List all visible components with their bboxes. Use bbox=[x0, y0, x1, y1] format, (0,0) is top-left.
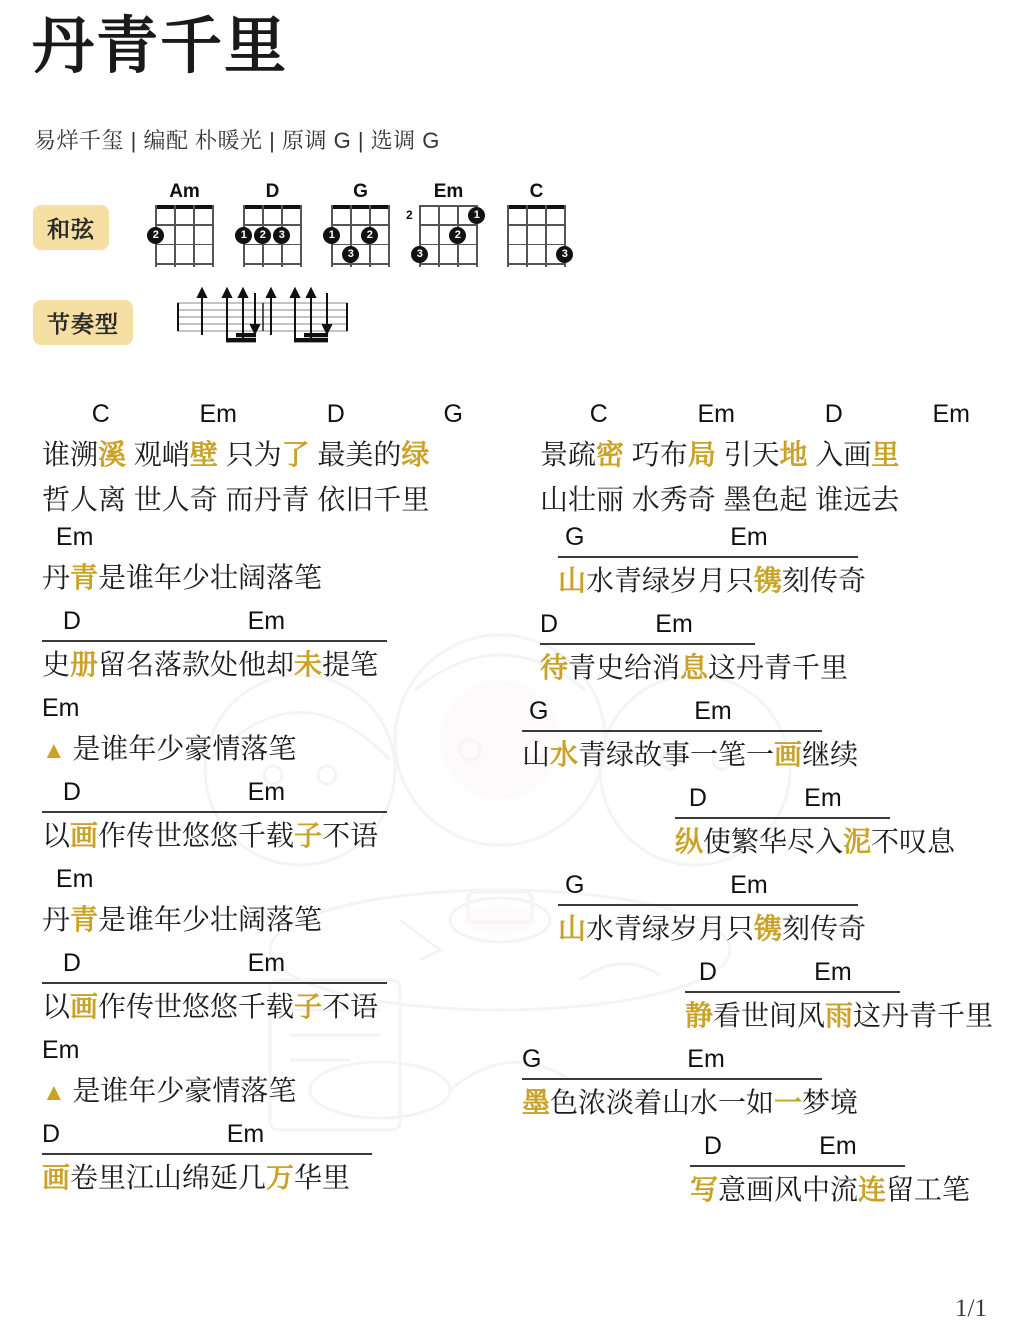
lyric-highlight: 密 bbox=[596, 439, 625, 470]
chord-underline bbox=[42, 982, 387, 984]
lyric-text: 观峭 bbox=[126, 439, 190, 470]
verse-block bbox=[42, 1036, 512, 1114]
lyric-text: 不语 bbox=[322, 820, 379, 851]
lyric-text: 以 bbox=[42, 820, 71, 851]
chord-underline bbox=[675, 817, 890, 819]
chord-finger-dot: 1 bbox=[323, 227, 340, 244]
lyric-line bbox=[690, 1168, 1010, 1213]
chord-diagram-em bbox=[406, 181, 480, 267]
repeat-marker-icon: ▲ bbox=[42, 737, 73, 764]
chord-nut bbox=[155, 205, 214, 209]
lyric-line bbox=[42, 478, 512, 523]
chord-string-line bbox=[174, 205, 176, 267]
lyric-highlight: 画 bbox=[774, 739, 803, 770]
chord-line: D Em bbox=[42, 607, 286, 635]
chord-base-fret-label: 2 bbox=[406, 208, 413, 222]
chord-line: G Em bbox=[522, 1045, 725, 1073]
chord-string-line bbox=[526, 205, 528, 267]
lyric-line bbox=[540, 433, 1010, 478]
lyric-line bbox=[558, 559, 1010, 604]
chord-line: D Em bbox=[690, 1132, 857, 1160]
chord-diagram-row bbox=[152, 181, 568, 267]
lyric-highlight: 待 bbox=[540, 652, 569, 683]
chord-line: Em bbox=[42, 1036, 80, 1064]
lyric-highlight: 雨 bbox=[825, 1000, 854, 1031]
lyric-line bbox=[42, 643, 512, 688]
chord-fret-line bbox=[331, 244, 390, 246]
chord-diagram-label: D bbox=[265, 181, 280, 202]
chord-fretboard-grid bbox=[328, 205, 390, 267]
lyric-line bbox=[522, 733, 1010, 778]
lyric-text: 卷里江山绵延几 bbox=[70, 1162, 267, 1193]
chord-finger-dot: 2 bbox=[254, 227, 271, 244]
chord-nut bbox=[243, 205, 302, 209]
chord-fret-line bbox=[155, 224, 214, 226]
chord-fret-line bbox=[419, 244, 478, 246]
lyric-highlight: 画 bbox=[70, 991, 99, 1022]
lyric-text: 丹 bbox=[42, 904, 71, 935]
lyric-highlight: 山 bbox=[558, 565, 587, 596]
lyric-highlight: 墨 bbox=[522, 1087, 551, 1118]
chord-underline bbox=[690, 1165, 905, 1167]
verse-block bbox=[42, 1120, 512, 1201]
lyric-text: 是谁年少壮阔落笔 bbox=[98, 562, 323, 593]
song-credits: 易烊千玺 | 编配 朴暖光 | 原调 G | 选调 G bbox=[34, 128, 440, 153]
chord-fret-line bbox=[243, 224, 302, 226]
lyric-line bbox=[42, 985, 512, 1030]
chord-string-line bbox=[193, 205, 195, 267]
lyric-text: 只为 bbox=[217, 439, 282, 470]
chord-fret-line bbox=[507, 263, 566, 265]
lyrics-column-right bbox=[522, 400, 1010, 1219]
chord-line: D Em bbox=[685, 958, 852, 986]
chord-label: Em bbox=[932, 400, 970, 428]
chord-underline bbox=[558, 904, 858, 906]
lyric-text: 这丹青千里 bbox=[708, 652, 849, 683]
lyric-highlight: 子 bbox=[294, 820, 323, 851]
chord-line: Em bbox=[42, 523, 94, 551]
verse-block bbox=[522, 1045, 1010, 1126]
lyric-highlight: 青 bbox=[70, 904, 99, 935]
chord-underline bbox=[558, 556, 858, 558]
chord-line: G Em bbox=[558, 871, 768, 899]
verse-block bbox=[540, 610, 1010, 691]
chord-fret-line bbox=[419, 263, 478, 265]
lyric-text: 留名落款处他却 bbox=[98, 649, 295, 680]
chord-string-line bbox=[300, 205, 302, 267]
chord-diagram-label: Em bbox=[433, 181, 464, 202]
chord-line: D Em bbox=[42, 1120, 265, 1148]
chord-line: D Em bbox=[42, 778, 286, 806]
chord-finger-dot: 3 bbox=[342, 246, 359, 263]
lyric-text: 看世间风 bbox=[713, 1000, 826, 1031]
chord-line: D Em bbox=[42, 949, 286, 977]
chord-line: D Em bbox=[675, 784, 842, 812]
lyric-line bbox=[42, 1156, 512, 1201]
chord-fret-line bbox=[243, 263, 302, 265]
chord-finger-dot: 3 bbox=[411, 246, 428, 263]
lyric-line bbox=[558, 907, 1010, 952]
verse-block bbox=[675, 784, 1010, 865]
lyric-text: 是谁年少壮阔落笔 bbox=[98, 904, 323, 935]
chord-nut bbox=[419, 205, 478, 207]
lyric-text: 是谁年少豪情落笔 bbox=[72, 1075, 297, 1106]
lyric-line bbox=[42, 814, 512, 859]
chord-label: Em bbox=[199, 400, 237, 428]
chord-finger-dot: 2 bbox=[449, 227, 466, 244]
lyric-highlight: 画 bbox=[70, 820, 99, 851]
lyric-text: 青绿故事一笔一 bbox=[578, 739, 775, 770]
chord-line: G Em bbox=[558, 523, 768, 551]
lyric-text: 水青绿岁月只 bbox=[586, 913, 755, 944]
chord-label: G bbox=[443, 400, 463, 428]
lyric-text: 以 bbox=[42, 991, 71, 1022]
lyric-text: 使繁华尽入 bbox=[703, 826, 844, 857]
chord-label: D bbox=[326, 400, 345, 428]
verse-block bbox=[522, 697, 1010, 778]
page-title: 丹青千里 bbox=[32, 12, 289, 81]
chord-line: D Em bbox=[540, 610, 693, 638]
chord-diagram-c bbox=[507, 182, 566, 267]
lyric-text: 不叹息 bbox=[871, 826, 956, 857]
chord-underline bbox=[42, 1153, 372, 1155]
chord-label: C bbox=[589, 400, 608, 428]
chord-underline bbox=[522, 730, 822, 732]
chord-fretboard-grid bbox=[507, 205, 566, 267]
chord-fret-line bbox=[331, 263, 390, 265]
lyric-highlight: 溪 bbox=[98, 439, 127, 470]
page-number: 1/1 bbox=[955, 1295, 987, 1322]
verse-block bbox=[42, 694, 512, 772]
verse-block bbox=[558, 871, 1010, 952]
chord-diagram-g bbox=[328, 181, 390, 267]
chord-string-line bbox=[212, 205, 214, 267]
lyric-text: 作传世悠悠千载 bbox=[98, 991, 295, 1022]
lyric-highlight: 青 bbox=[70, 562, 99, 593]
verse-block bbox=[42, 865, 512, 943]
verse-block bbox=[42, 778, 512, 859]
lyric-text: 引天 bbox=[715, 439, 780, 470]
lyric-highlight: 连 bbox=[858, 1174, 887, 1205]
lyric-text: 作传世悠悠千载 bbox=[98, 820, 295, 851]
chord-finger-dot: 2 bbox=[361, 227, 378, 244]
chord-fretboard-grid bbox=[152, 205, 214, 267]
lyric-text: 色浓淡着山水一如 bbox=[550, 1087, 775, 1118]
verse-block bbox=[42, 523, 512, 601]
chord-string-line bbox=[388, 205, 390, 267]
chord-label: C bbox=[91, 400, 110, 428]
strum-pattern-staff bbox=[175, 285, 350, 345]
verse-block bbox=[685, 958, 1010, 1039]
chord-diagram-d bbox=[240, 181, 302, 267]
lyric-highlight: 息 bbox=[680, 652, 709, 683]
verse-block bbox=[42, 949, 512, 1030]
chord-diagram-label: Am bbox=[169, 181, 200, 202]
chord-finger-dot: 3 bbox=[273, 227, 290, 244]
chord-underline bbox=[42, 640, 387, 642]
chord-underline bbox=[685, 991, 900, 993]
lyric-highlight: 镌 bbox=[754, 913, 783, 944]
lyric-highlight: 写 bbox=[690, 1174, 719, 1205]
lyric-highlight: 泥 bbox=[843, 826, 872, 857]
chord-fret-line bbox=[331, 224, 390, 226]
chord-underline bbox=[522, 1078, 822, 1080]
lyric-text: 提笔 bbox=[322, 649, 379, 680]
lyric-text: 巧布 bbox=[624, 439, 688, 470]
lyric-text: 丹 bbox=[42, 562, 71, 593]
lyric-text: 山 bbox=[522, 739, 551, 770]
lyric-highlight: 里 bbox=[871, 439, 900, 470]
chord-diagram-label: G bbox=[353, 181, 368, 202]
chord-string-line bbox=[545, 205, 547, 267]
lyric-highlight: 绿 bbox=[401, 439, 430, 470]
lyric-line bbox=[42, 1069, 512, 1114]
lyric-text: 景疏 bbox=[540, 439, 597, 470]
lyric-highlight: 未 bbox=[294, 649, 323, 680]
chord-label: D bbox=[824, 400, 843, 428]
lyric-line bbox=[685, 994, 1010, 1039]
chord-diagram-label: C bbox=[529, 181, 544, 202]
chord-fret-line bbox=[507, 244, 566, 246]
chord-fretboard-grid bbox=[240, 205, 302, 267]
lyric-text: 不语 bbox=[322, 991, 379, 1022]
chord-line bbox=[540, 400, 1010, 433]
lyric-highlight: 局 bbox=[687, 439, 716, 470]
chord-fret-line bbox=[243, 244, 302, 246]
chord-underline bbox=[42, 811, 387, 813]
lyric-text: 哲人离 世人奇 而丹青 依旧千里 bbox=[42, 484, 430, 515]
lyric-line bbox=[522, 1081, 1010, 1126]
lyric-highlight: 了 bbox=[281, 439, 310, 470]
chord-section-badge: 和弦 bbox=[33, 205, 109, 250]
lyric-highlight: 一 bbox=[774, 1087, 803, 1118]
lyric-highlight: 山 bbox=[558, 913, 587, 944]
chord-fret-line bbox=[155, 263, 214, 265]
lyric-line bbox=[42, 556, 512, 601]
lyric-text: 谁溯 bbox=[42, 439, 99, 470]
lyric-text: 华里 bbox=[294, 1162, 351, 1193]
lyric-highlight: 万 bbox=[266, 1162, 295, 1193]
chord-finger-dot: 1 bbox=[235, 227, 252, 244]
chord-string-line bbox=[507, 205, 509, 267]
chord-line: Em bbox=[42, 694, 80, 722]
lyric-highlight: 地 bbox=[779, 439, 808, 470]
chord-nut bbox=[507, 205, 566, 209]
lyric-text: 这丹青千里 bbox=[853, 1000, 994, 1031]
verse-block bbox=[558, 523, 1010, 604]
lyric-highlight: 画 bbox=[42, 1162, 71, 1193]
lyric-highlight: 纵 bbox=[675, 826, 704, 857]
lyric-line bbox=[42, 898, 512, 943]
lyric-text: 留工笔 bbox=[886, 1174, 971, 1205]
chord-nut bbox=[331, 205, 390, 209]
chord-fret-line bbox=[155, 244, 214, 246]
chord-line: G Em bbox=[522, 697, 732, 725]
chord-label: Em bbox=[697, 400, 735, 428]
verse-block bbox=[690, 1132, 1010, 1213]
chord-finger-dot: 3 bbox=[556, 246, 573, 263]
chord-underline bbox=[540, 643, 755, 645]
verse-block bbox=[42, 607, 512, 688]
lyric-line bbox=[675, 820, 1010, 865]
chord-line: Em bbox=[42, 865, 94, 893]
lyric-text: 刻传奇 bbox=[782, 565, 867, 596]
rhythm-section-badge: 节奏型 bbox=[33, 300, 133, 345]
lyric-text: 山壮丽 水秀奇 墨色起 谁远去 bbox=[540, 484, 900, 515]
chord-fret-line bbox=[419, 224, 478, 226]
lyric-text: 是谁年少豪情落笔 bbox=[72, 733, 297, 764]
lyrics-column-left bbox=[42, 400, 512, 1207]
lyric-text: 梦境 bbox=[802, 1087, 859, 1118]
lyric-highlight: 静 bbox=[685, 1000, 714, 1031]
lyric-highlight: 册 bbox=[70, 649, 99, 680]
lyric-text: 刻传奇 bbox=[782, 913, 867, 944]
lyric-highlight: 壁 bbox=[189, 439, 218, 470]
lyric-line bbox=[42, 433, 512, 478]
lyric-highlight: 水 bbox=[550, 739, 579, 770]
lyric-text: 入画 bbox=[807, 439, 872, 470]
lyric-text: 青史给消 bbox=[568, 652, 681, 683]
lyric-line bbox=[540, 478, 1010, 523]
lyric-text: 史 bbox=[42, 649, 71, 680]
lyric-highlight: 子 bbox=[294, 991, 323, 1022]
lyric-text: 水青绿岁月只 bbox=[586, 565, 755, 596]
chord-fretboard-grid bbox=[406, 205, 480, 267]
lyric-line bbox=[540, 646, 1010, 691]
chord-line bbox=[42, 400, 512, 433]
chord-diagram-am bbox=[152, 181, 214, 267]
lyric-text: 继续 bbox=[802, 739, 859, 770]
lyric-highlight: 镌 bbox=[754, 565, 783, 596]
lyric-line bbox=[42, 727, 512, 772]
chord-fret-line bbox=[507, 224, 566, 226]
lyric-text: 最美的 bbox=[309, 439, 402, 470]
chord-finger-dot: 2 bbox=[147, 227, 164, 244]
lyric-text: 意画风中流 bbox=[718, 1174, 859, 1205]
repeat-marker-icon: ▲ bbox=[42, 1079, 73, 1106]
chord-string-line bbox=[438, 205, 440, 267]
chord-finger-dot: 1 bbox=[468, 207, 485, 224]
